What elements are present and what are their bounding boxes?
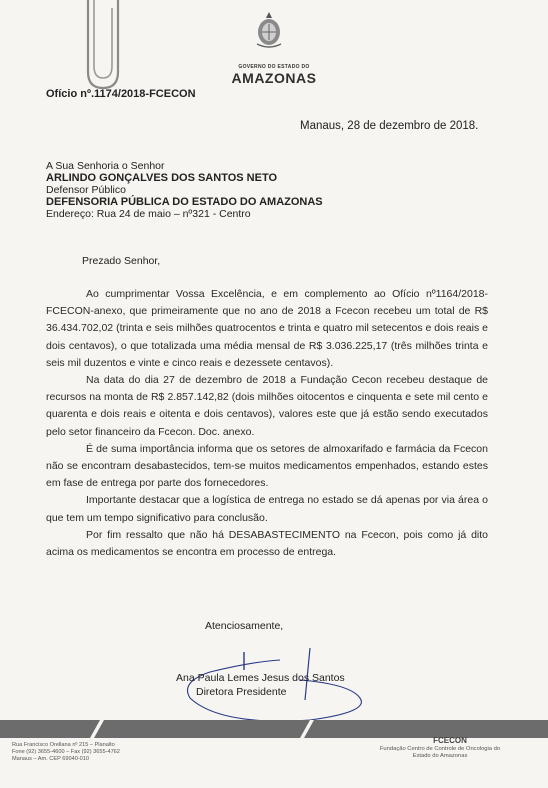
footer-org-acronym: FCECON [433,736,467,745]
footer-address: Rua Francisco Orellana nº 215 – Planalto Fone (92) 3655-4600 – Fax (92) 3655-4762 Manaus – Am. CEP 69040-010 [12,742,120,762]
paragraph: Importante destacar que a logística de entrega no estado se dá apenas por via área o que tem um tempo significativo para conclusão. [46,494,488,524]
paragraph: É de suma importância informa que os setores de almoxarifado e farmácia da Fcecon não se encontram desabastecidos, tem-se muitos medicamentos empenhados, estando estes em fase de entrega por parte dos fornecedores. [46,442,488,490]
recipient-block [46,160,323,220]
closing: Atenciosamente, [205,620,284,632]
recipient-organization: DEFENSORIA PÚBLICA DO ESTADO DO AMAZONAS [46,196,323,208]
handwritten-signature [160,640,390,730]
letter-date: Manaus, 28 de dezembro de 2018. [300,120,479,132]
paper-clip-icon [82,0,124,92]
government-label: GOVERNO DO ESTADO DO [238,64,310,70]
recipient-address: Endereço: Rua 24 de maio – nº321 - Centro [46,208,251,220]
paragraph: Ao cumprimentar Vossa Excelência, e em complemento ao Ofício nº1164/2018-FCECON-anexo, que primeiramente que no ano de 2018 a Fcecon recebeu um total de R$ 36.434.702,02 (trinta e seis milhões quatrocentos e trinta e quatro mil setecentos e dois reais e dois centavos), o que totalizada uma média mensal de R$ 3.036.225,17 (três milhões trinta e seis mil duzentos e vinte e cinco reais e dezessete centavos). [46,288,488,369]
recipient-name: ARLINDO GONÇALVES DOS SANTOS NETO [46,172,278,184]
paragraph: Por fim ressalto que não há DESABASTECIMENTO na Fcecon, pois como já dito acima os medicamentos se encontra em processo de entrega. [46,528,488,559]
recipient-role: Defensor Público [46,184,126,196]
footer-org-name: Fundação Centro de Controle de Oncologia do Estado do Amazonas [379,746,501,759]
recipient-greeting: A Sua Senhoria o Senhor [46,160,165,172]
state-coat-of-arms-icon [253,10,285,50]
signatory-role: Diretora Presidente [196,686,287,698]
salutation: Prezado Senhor, [82,255,161,267]
letter-body [46,286,488,561]
state-name: AMAZONAS [231,70,317,86]
signatory-name: Ana Paula Lemes Jesus dos Santos [176,672,345,684]
paragraph: Na data do dia 27 de dezembro de 2018 a Fundação Cecon recebeu destaque de recursos na monta de R$ 2.857.142,82 (dois milhões oitocentos e cinquenta e sete mil cento e quarenta e dois reais e oitenta e dois centavos), valores este que já estão sendo executados pelo setor financeiro da Fcecon. Doc. anexo. [46,374,488,438]
document-number: Ofício nº.1174/2018-FCECON [46,88,196,100]
